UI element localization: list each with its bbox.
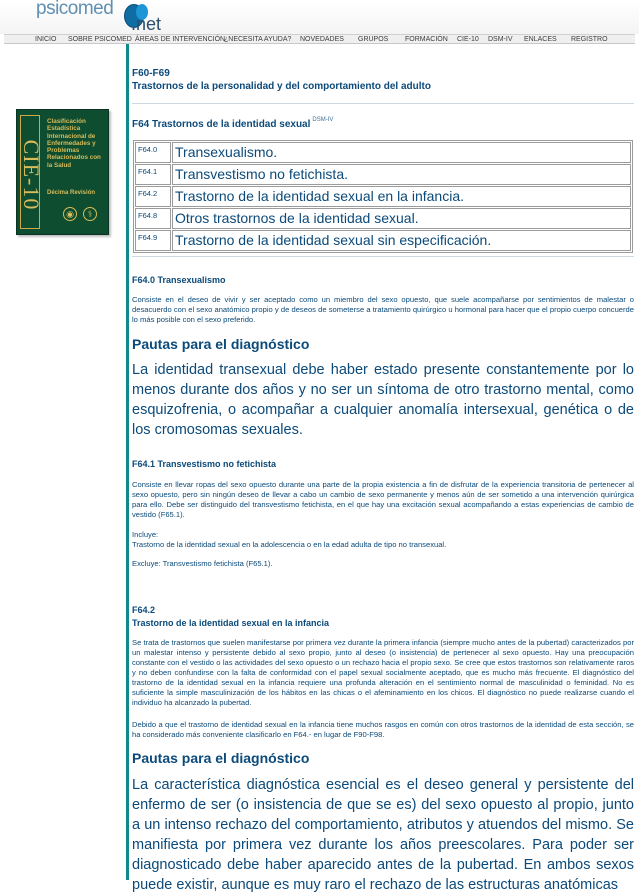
nav-formacion[interactable]: FORMACIÓN — [405, 36, 448, 43]
book-edition: Décima Revisión — [47, 190, 96, 196]
f640-body: Consiste en el deseo de vivir y ser aceptado como un miembro del sexo opuesto, que suele acompañarse por sentimientos de malestar o desacuerdo con el sexo anatómico propio y de deseos de someterse a tratamiento quirúrgico u hormonal para hacer que el propio cuerpo concuerde lo más posible con el sexo preferido. — [132, 295, 634, 324]
f642-title: Trastorno de la identidad sexual en la infancia — [132, 618, 330, 628]
codes-table — [133, 140, 633, 253]
divider — [132, 256, 634, 257]
nav-registro[interactable]: REGISTRO — [571, 36, 608, 43]
nav-necesita-ayuda[interactable]: ¿NECESITA AYUDA? — [224, 36, 292, 43]
section-code: F60-F69 — [132, 68, 170, 79]
f642-body: Se trata de trastornos que suelen manifestarse por primera vez durante la primera infancia (siempre mucho antes de la pubertad) caracterizados por un malestar intenso y persistente debido al sexo propio, junto al deseo (o insistencia) de pertenecer al sexo opuesto. Hay una preocupación constante con el vestido o las actividades del sexo opuesto o un rechazo hacia el propio sexo. Se cree que estos trastornos son relativamente raros y no deben confundirse con la falta de conformidad con el papel sexual socialmente aceptado, que es mucho más frecuente. El diagnóstico del trastorno de la identidad sexual en la infancia requiere una profunda alteración en el sentimiento normal de masculinidad o feminidad. No es suficiente la simple masculinización de los hábitos en las chicas o el afeminamiento en los chicos. El diagnóstico no puede realizarse cuando el individuo ha alcanzado la pubertad. — [132, 638, 634, 707]
f642-body2: Debido a que el trastorno de identidad sexual en la infancia tiene muchos rasgos en común con otros trastornos de la identidad de esta sección, se ha considerado más conveniente clasificarlo en F64.- en lugar de F90-F98. — [132, 720, 634, 739]
desc-cell[interactable]: Trastorno de la identidad sexual sin especificación. — [172, 230, 631, 251]
sidebar-divider — [126, 44, 129, 880]
table-row — [135, 230, 631, 251]
site-logo[interactable] — [28, 0, 162, 34]
group-title — [132, 117, 333, 130]
nav-grupos[interactable]: GRUPOS — [358, 36, 389, 43]
book-spine-text: CIE-10 — [19, 139, 44, 211]
table-row — [135, 186, 631, 207]
nav-sobre-psicomed[interactable]: SOBRE PSICOMED — [68, 36, 132, 43]
code-cell: F64.2 — [135, 186, 171, 207]
desc-cell[interactable]: Transexualismo. — [172, 142, 631, 163]
f641-incluye-label: Incluye: — [132, 530, 159, 539]
logo-suffix: .net — [131, 14, 162, 34]
book-title: Clasificación Estadística Internacional de Enfermedades y Problemas Relacionados con la Salud — [47, 118, 101, 169]
f641-body: Consiste en llevar ropas del sexo opuesto durante una parte de la propia existencia a fin de disfrutar de la experiencia transitoria de pertenecer al sexo opuesto, pero sin ningún deseo de llevar a cabo un cambio de sexo permanente y menos aún de ser sometido a una intervención quirúrgica para ello. Debe ser distinguido del transvestismo fetichista, en el que hay una excitación sexual acompañando a estas experiencias de cambio de vestido (F65.1). — [132, 480, 634, 519]
code-cell: F64.8 — [135, 208, 171, 229]
f640-title: F64.0 Transexualismo — [132, 275, 226, 285]
code-cell: F64.0 — [135, 142, 171, 163]
f640-pautas: La identidad transexual debe haber estado presente constantemente por lo menos durante dos años y no ser un síntoma de otro trastorno mental, como esquizofrenia, o acompañar a cualquier anomalía intersexual, genética o de los cromosomas sexuales. — [132, 362, 634, 438]
nav-areas-intervencion[interactable]: ÁREAS DE INTERVENCIÓN — [135, 36, 226, 43]
f641-title: F64.1 Transvestismo no fetichista — [132, 459, 277, 469]
code-cell: F64.1 — [135, 164, 171, 185]
divider — [132, 103, 634, 104]
f641-incluye: Trastorno de la identidad sexual en la adolescencia o en la edad adulta de tipo no transexual. — [132, 540, 447, 549]
nav-novedades[interactable]: NOVEDADES — [300, 36, 344, 43]
desc-cell[interactable]: Otros trastornos de la identidad sexual. — [172, 208, 631, 229]
group-title-text: F64 Trastornos de la identidad sexual — [132, 119, 311, 130]
site-header — [0, 0, 639, 44]
who-emblem-icon: ⚕ — [83, 207, 97, 221]
code-cell: F64.9 — [135, 230, 171, 251]
table-row — [135, 142, 631, 163]
nav-cie10[interactable]: CIE-10 — [457, 36, 479, 43]
dsm-link[interactable]: DSM-IV — [312, 117, 334, 123]
table-row — [135, 208, 631, 229]
section-title: Trastornos de la personalidad y del comportamiento del adulto — [132, 81, 431, 92]
desc-cell[interactable]: Transvestismo no fetichista. — [172, 164, 631, 185]
nav-enlaces[interactable]: ENLACES — [524, 36, 557, 43]
f642-code: F64.2 — [132, 605, 156, 615]
f642-pautas-title: Pautas para el diagnóstico — [132, 750, 310, 766]
cie10-book-cover[interactable] — [16, 109, 109, 235]
nav-inicio[interactable]: INICIO — [35, 36, 57, 43]
book-spine — [19, 115, 44, 229]
f642-pautas: La característica diagnóstica esencial es el deseo general y persistente del enfermo de ser (o insistencia de que se es) del sexo opuesto al propio, junto a un intenso rechazo del comportamiento, atributos y atuendos del mismo. Se manifiesta por primera vez durante los años preescolares. Para poder ser diagnosticado debe haber aparecido antes de la pubertad. En ambos sexos puede existir, aunque es muy raro el rechazo de las estructuras anatómicas — [132, 777, 634, 893]
f641-excluye: Excluye: Transvestismo fetichista (F65.1). — [132, 559, 273, 568]
main-nav — [4, 34, 635, 44]
nav-dsmiv[interactable]: DSM-IV — [488, 36, 513, 43]
desc-cell[interactable]: Trastorno de la identidad sexual en la infancia. — [172, 186, 631, 207]
table-row — [135, 164, 631, 185]
un-emblem-icon: ◉ — [63, 207, 77, 221]
f640-pautas-title: Pautas para el diagnóstico — [132, 336, 310, 352]
logo-word: psicomed — [36, 0, 114, 19]
